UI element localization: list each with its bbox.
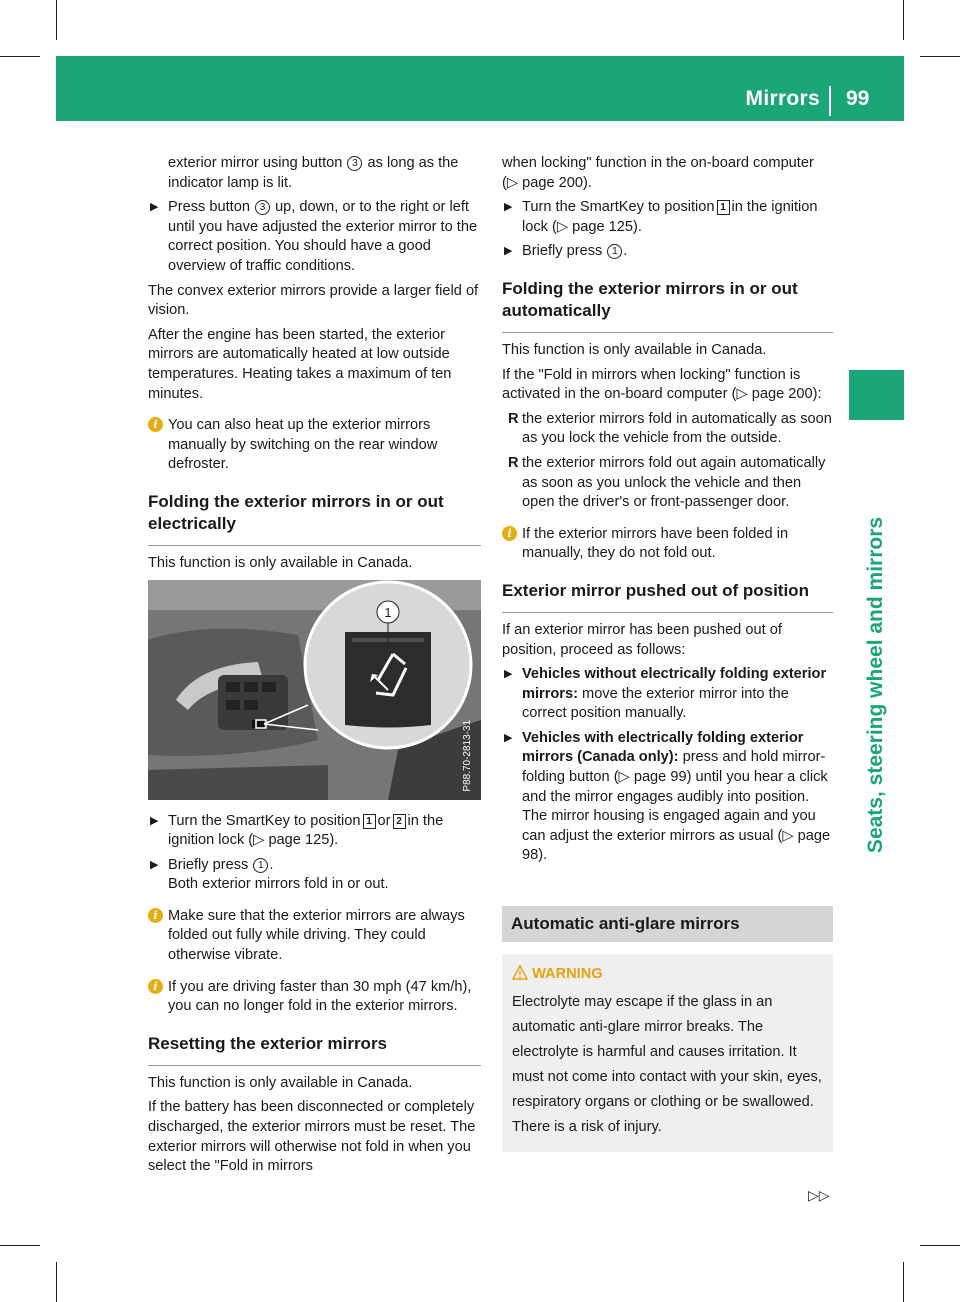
button-3-icon: 3 (347, 156, 362, 171)
info-note: i You can also heat up the exterior mirrors manually by switching on the rear window defroster. (148, 416, 481, 475)
instruction-step: ▶ Briefly press 1 . Both exterior mirrors fold in or out. (150, 856, 389, 893)
crop-mark (920, 1245, 960, 1246)
crop-mark (56, 1262, 57, 1302)
section-heading: Resetting the exterior mirrors (148, 1033, 481, 1066)
key-position-icon: 1 (717, 200, 730, 215)
page-number: 99 (846, 87, 870, 110)
info-note: i If you are driving faster than 30 mph (47 km/h), you can no longer fold in the exterior mirrors. (148, 978, 481, 1017)
paragraph: This function is only available in Canada. (148, 1074, 413, 1091)
crop-mark (903, 1262, 904, 1302)
left-column (148, 154, 481, 1182)
list-item: R the exterior mirrors fold in automatically as soon as you lock the vehicle from the outside. (508, 410, 832, 447)
info-icon: i (148, 908, 163, 923)
crop-mark (903, 0, 904, 40)
section-heading: Exterior mirror pushed out of position (502, 580, 833, 613)
paragraph: This function is only available in Canada. (148, 554, 413, 571)
bullet-icon: R (508, 410, 519, 427)
info-note: i Make sure that the exterior mirrors are always folded out fully while driving. They could otherwise vibrate. (148, 907, 481, 966)
instruction-step: ▶ Press button 3 up, down, or to the right or left until you have adjusted the exterior mirror to the correct position. You should have a good overview of traffic conditions. (150, 199, 478, 274)
key-position-icon: 2 (393, 814, 406, 829)
crop-mark (920, 56, 960, 57)
door-panel-figure (148, 580, 481, 800)
crop-mark (0, 56, 40, 57)
instruction-step: ▶ Briefly press 1 . (502, 242, 833, 262)
info-icon: i (148, 979, 163, 994)
key-position-icon: 1 (363, 814, 376, 829)
instruction-step: ▶ Vehicles with electrically folding exterior mirrors (Canada only): press and hold mirror-folding button (▷ page 99) until you hear a click and the mirror engages audibly into position. The mirror housing is engaged again and you can adjust the exterior mirrors as usual (▷ page 98). (504, 729, 831, 864)
door-panel-illustration (148, 580, 481, 800)
step-arrow-icon: ▶ (504, 201, 513, 214)
paragraph: exterior mirror using button 3 as long as the indicator lamp is lit. (168, 155, 459, 191)
step-arrow-icon: ▶ (150, 858, 159, 871)
list-item: R the exterior mirrors fold out again automatically as soon as you unlock the vehicle and then open the driver's or front-passenger door. (508, 454, 826, 511)
paragraph: The convex exterior mirrors provide a larger field of vision. (148, 282, 479, 319)
warning-box (502, 954, 833, 1152)
button-1-icon: 1 (607, 244, 622, 259)
crop-mark (56, 0, 57, 40)
figure-code: P88.70-2813-31 (462, 719, 474, 792)
step-arrow-icon: ▶ (150, 814, 159, 827)
paragraph: when locking" function in the on-board computer (▷ page 200). (502, 155, 814, 191)
step-arrow-icon: ▶ (150, 201, 159, 214)
bullet-icon: R (508, 454, 519, 471)
right-column (502, 154, 833, 1152)
chapter-title: Seats, steering wheel and mirrors (864, 516, 887, 854)
paragraph: If the "Fold in mirrors when locking" function is activated in the on-board computer (▷ page 200): (502, 366, 822, 403)
info-note: i If the exterior mirrors have been folded in manually, they do not fold out. (502, 525, 833, 564)
step-arrow-icon: ▶ (504, 245, 513, 258)
header-divider (829, 86, 831, 116)
paragraph: If the battery has been disconnected or completely discharged, the exterior mirrors must be reset. The exterior mirrors will otherwise not fold in when you select the "Fold in mirrors (148, 1099, 476, 1175)
page-title: Mirrors (745, 87, 820, 110)
continue-icon: ▷▷ (808, 1187, 830, 1203)
warning-icon (512, 965, 528, 981)
section-banner: Automatic anti-glare mirrors (502, 906, 833, 942)
info-icon: i (148, 417, 163, 432)
step-arrow-icon: ▶ (504, 731, 513, 744)
paragraph: After the engine has been started, the exterior mirrors are automatically heated at low outside temperatures. Heating takes a maximum of ten minutes. (148, 326, 452, 402)
section-heading: Folding the exterior mirrors in or out electrically (148, 491, 481, 546)
step-arrow-icon: ▶ (504, 668, 513, 681)
paragraph: If an exterior mirror has been pushed out of position, proceed as follows: (502, 621, 782, 658)
instruction-step: ▶ Turn the SmartKey to position 1 in the ignition lock (▷ page 125). (504, 199, 818, 235)
crop-mark (0, 1245, 40, 1246)
button-1-icon: 1 (253, 858, 268, 873)
chapter-tab (849, 370, 904, 420)
instruction-step: ▶ Turn the SmartKey to position 1 or 2 in the ignition lock (▷ page 125). (150, 812, 444, 849)
paragraph: This function is only available in Canada. (502, 341, 767, 358)
button-3-icon: 3 (255, 200, 270, 215)
instruction-step: ▶ Vehicles without electrically folding exterior mirrors: move the exterior mirror into the correct position manually. (504, 666, 827, 722)
warning-header: WARNING (512, 962, 823, 987)
section-heading: Folding the exterior mirrors in or out automatically (502, 278, 833, 333)
warning-text: Electrolyte may escape if the glass in an automatic anti-glare mirror breaks. The electrolyte is harmful and causes irritation. It must not come into contact with your skin, eyes, respiratory organs or clothing or be swallowed. There is a risk of injury. (512, 993, 822, 1135)
figure-callout: 1 (384, 604, 392, 620)
info-icon: i (502, 526, 517, 541)
